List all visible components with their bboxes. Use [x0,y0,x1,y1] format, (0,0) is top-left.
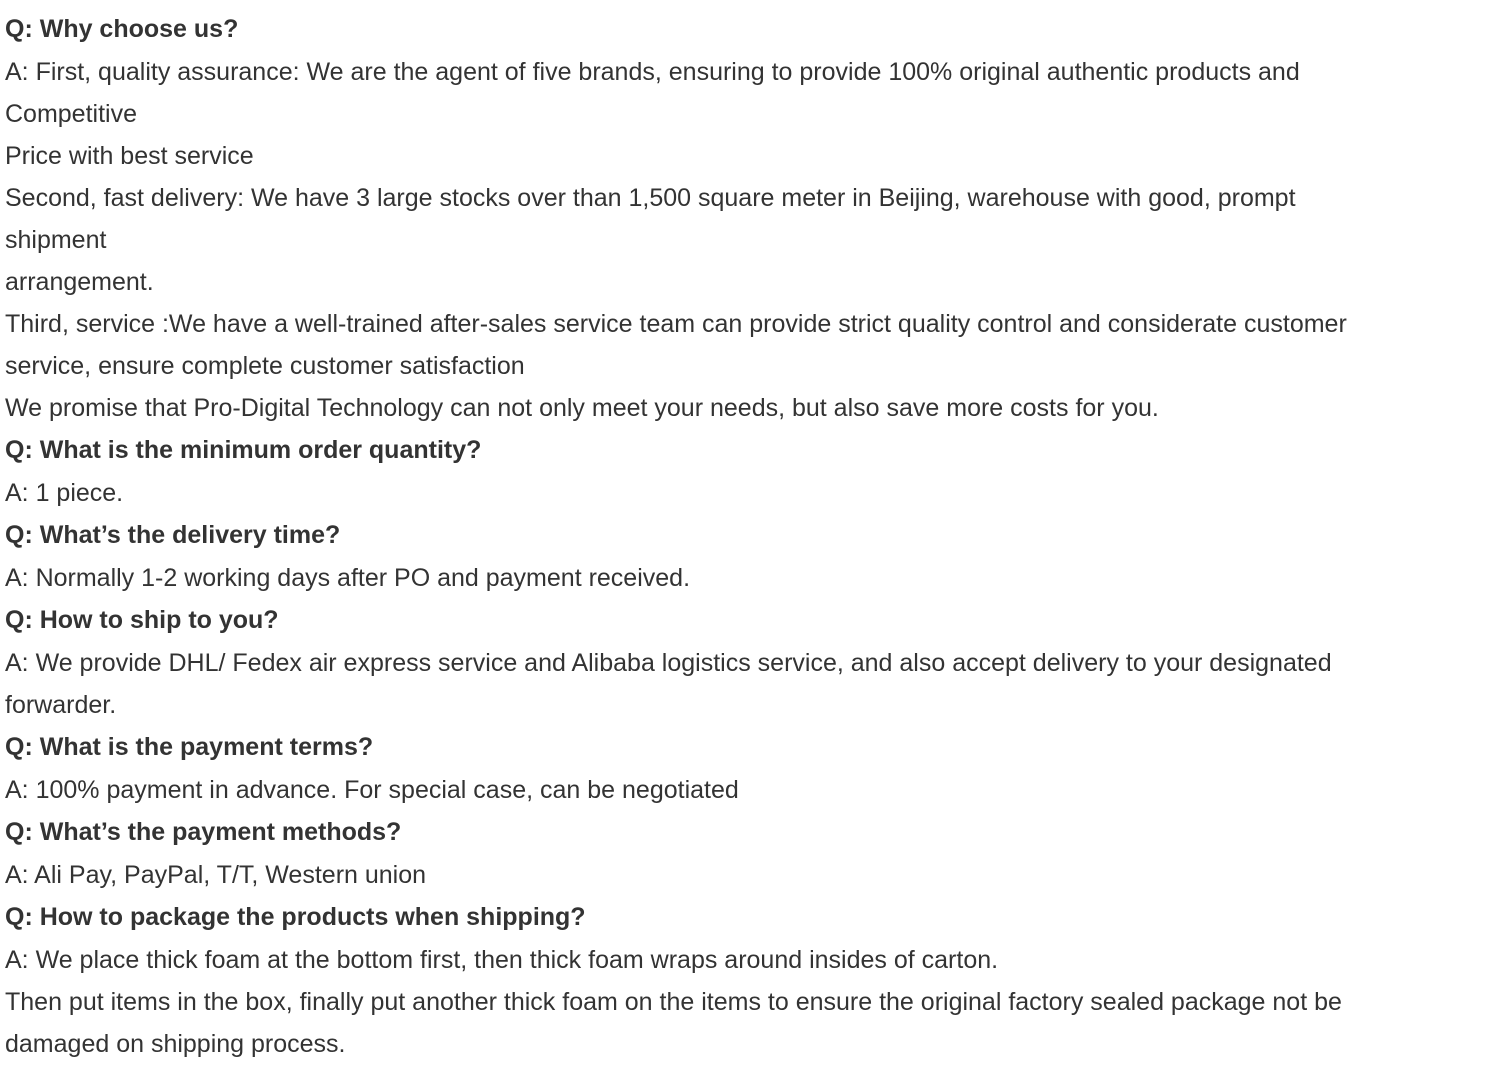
faq-answer-line: Price with best service [5,142,254,170]
faq-question: Q: What is the payment terms? [5,733,374,761]
faq-item-payment-methods [5,811,1485,896]
faq-question: Q: How to package the products when shipping? [5,903,586,931]
faq-item-why-choose-us [5,8,1485,429]
faq-answer-line: Third, service :We have a well-trained after-sales service team can provide strict quality control and considerate customer [5,310,1347,338]
faq-answer-line: A: We place thick foam at the bottom first, then thick foam wraps around insides of carton. [5,946,999,974]
faq-answer-line: We promise that Pro-Digital Technology can not only meet your needs, but also save more costs for you. [5,394,1159,422]
faq-question: Q: How to ship to you? [5,606,279,634]
faq-answer-line: A: First, quality assurance: We are the agent of five brands, ensuring to provide 100% original authentic products and [5,58,1300,86]
faq-item-delivery-time [5,514,1485,599]
faq-question: Q: Why choose us? [5,15,239,43]
faq-item-payment-terms [5,726,1485,811]
faq-section [5,8,1485,1065]
faq-answer-line: shipment [5,226,107,254]
faq-answer-line: Then put items in the box, finally put another thick foam on the items to ensure the original factory sealed package not be [5,988,1342,1016]
faq-item-minimum-order [5,429,1485,514]
faq-question: Q: What’s the delivery time? [5,521,341,549]
faq-answer-line: Second, fast delivery: We have 3 large stocks over than 1,500 square meter in Beijing, warehouse with good, prompt [5,184,1296,212]
faq-answer-line: damaged on shipping process. [5,1030,346,1058]
faq-answer-line: A: 100% payment in advance. For special case, can be negotiated [5,776,739,804]
faq-answer-line: A: 1 piece. [5,479,124,507]
faq-answer-line: forwarder. [5,691,117,719]
faq-item-packaging [5,896,1485,1065]
faq-answer-line: Competitive [5,100,137,128]
faq-answer-line: A: Normally 1-2 working days after PO and payment received. [5,564,691,592]
faq-answer-line: arrangement. [5,268,154,296]
faq-answer-line: A: We provide DHL/ Fedex air express service and Alibaba logistics service, and also accept delivery to your designated [5,649,1332,677]
faq-answer-line: A: Ali Pay, PayPal, T/T, Western union [5,861,427,889]
faq-answer-line: service, ensure complete customer satisfaction [5,352,525,380]
faq-question: Q: What is the minimum order quantity? [5,436,482,464]
faq-question: Q: What’s the payment methods? [5,818,402,846]
faq-item-shipping [5,599,1485,726]
